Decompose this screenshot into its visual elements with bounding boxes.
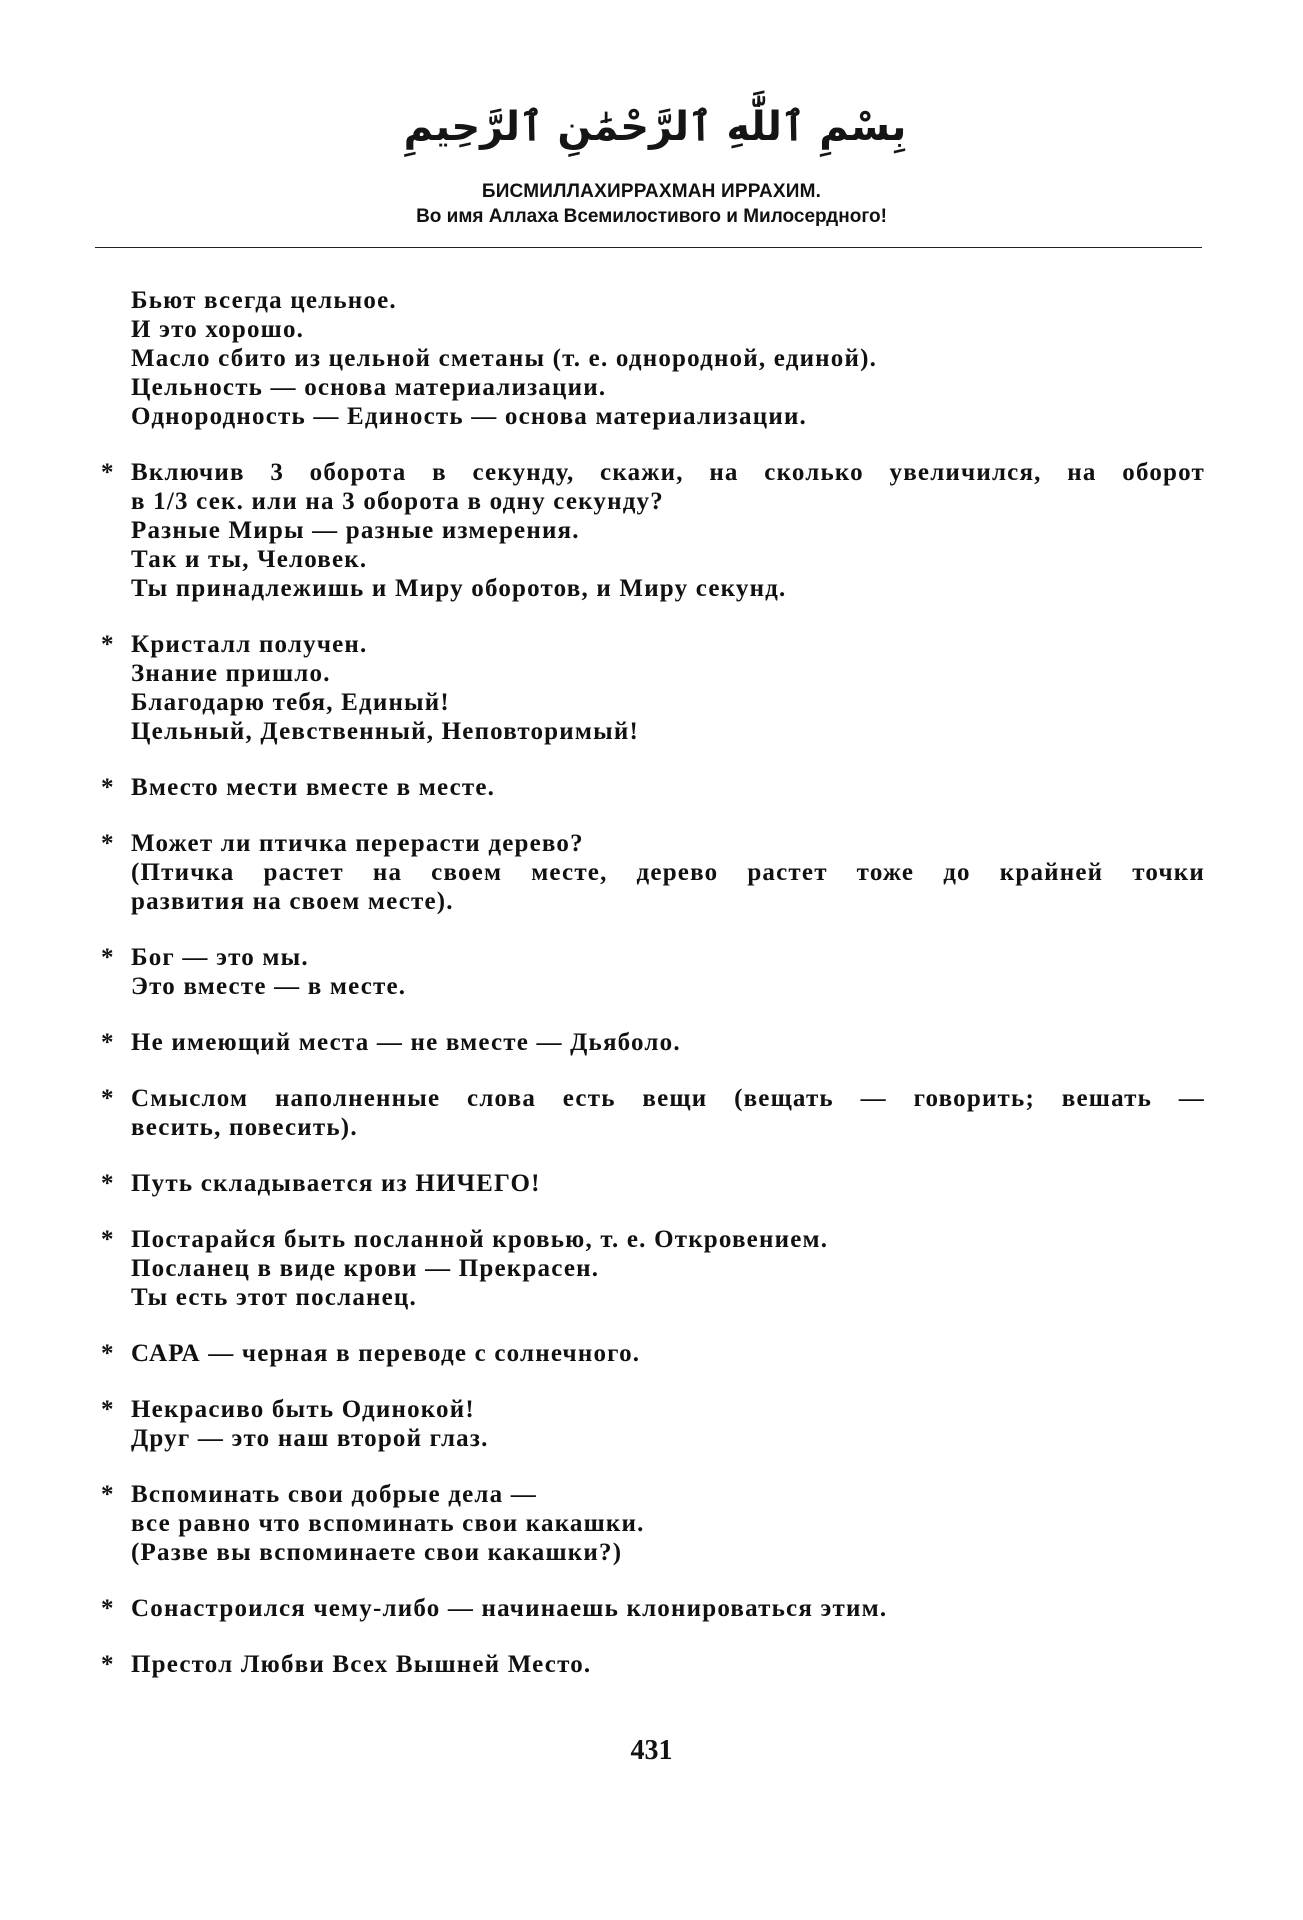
text-line: Некрасиво быть Одинокой! xyxy=(131,1396,475,1423)
text-line: Бьют всегда цельное. xyxy=(131,287,397,314)
text-entry xyxy=(95,1028,1205,1057)
bullet-star: * xyxy=(101,459,115,486)
text-entry xyxy=(95,1225,1205,1312)
text-line: все равно что вспоминать свои какашки. xyxy=(131,1510,645,1537)
bullet-star: * xyxy=(101,1340,115,1367)
text-line: Цельность — основа материализации. xyxy=(131,374,607,401)
text-entry xyxy=(95,1395,1205,1453)
text-line: (Птичка растет на своем месте, дерево растет тоже до крайней точки xyxy=(131,859,1205,886)
text-line: Бог — это мы. xyxy=(131,944,309,971)
text-line: Ты есть этот посланец. xyxy=(131,1284,417,1311)
text-line: развития на своем месте). xyxy=(131,888,454,915)
text-entry xyxy=(95,1169,1205,1198)
text-line: Масло сбито из цельной сметаны (т. е. однородной, единой). xyxy=(131,345,878,372)
text-entry xyxy=(95,1594,1205,1623)
bullet-star: * xyxy=(101,1396,115,1423)
bullet-star: * xyxy=(101,944,115,971)
header-subtitle: Во имя Аллаха Всемилостивого и Милосердного! xyxy=(416,206,887,227)
text-line: Однородность — Единость — основа материализации. xyxy=(131,403,808,430)
bullet-star: * xyxy=(101,1651,115,1678)
text-entry xyxy=(95,773,1205,802)
text-line: Знание пришло. xyxy=(131,660,331,687)
text-line: Включив 3 оборота в секунду, скажи, на сколько увеличился, на оборот xyxy=(131,459,1205,486)
bullet-star: * xyxy=(101,1595,115,1622)
text-line: Смыслом наполненные слова есть вещи (вещать — говорить; вешать — xyxy=(131,1085,1205,1112)
bullet-star: * xyxy=(101,774,115,801)
text-line: Путь складывается из НИЧЕГО! xyxy=(131,1170,541,1197)
text-line: Кристалл получен. xyxy=(131,631,368,658)
text-line: Так и ты, Человек. xyxy=(131,546,368,573)
text-line: САРА — черная в переводе с солнечного. xyxy=(131,1340,641,1367)
text-entry xyxy=(95,829,1205,916)
page-number: 431 xyxy=(630,1735,673,1766)
text-line: Не имеющий места — не вместе — Дьяболо. xyxy=(131,1029,681,1056)
text-entry xyxy=(95,1084,1205,1142)
bismillah-calligraphy xyxy=(403,78,907,178)
text-line: Престол Любви Всех Вышней Место. xyxy=(131,1651,592,1678)
text-line: Посланец в виде крови — Прекрасен. xyxy=(131,1255,600,1282)
text-line: Вспоминать свои добрые дела — xyxy=(131,1481,537,1508)
text-line: Вместо мести вместе в месте. xyxy=(131,774,496,801)
text-line: Благодарю тебя, Единый! xyxy=(131,689,450,716)
bullet-star: * xyxy=(101,1029,115,1056)
text-entry xyxy=(95,286,1205,431)
text-line: весить, повесить). xyxy=(131,1114,358,1141)
text-entry xyxy=(95,458,1205,603)
text-line: Постарайся быть посланной кровью, т. е. Откровением. xyxy=(131,1226,829,1253)
bismillah-calligraphy-text: بِسْمِ ٱللَّٰهِ ٱلرَّحْمَٰنِ ٱلرَّحِيمِ xyxy=(403,104,907,150)
text-line: Разные Миры — разные измерения. xyxy=(131,517,580,544)
text-line: И это хорошо. xyxy=(131,316,305,343)
text-entry xyxy=(95,1339,1205,1368)
header-title: БИСМИЛЛАХИРРАХМАН ИРРАХИМ. xyxy=(481,181,822,202)
bullet-star: * xyxy=(101,1085,115,1112)
text-entry xyxy=(95,1480,1205,1567)
text-line: Цельный, Девственный, Неповторимый! xyxy=(131,718,639,745)
text-entry xyxy=(95,943,1205,1001)
page-body xyxy=(95,286,1205,1679)
text-entry xyxy=(95,1650,1205,1679)
bullet-star: * xyxy=(101,1226,115,1253)
text-line: Друг — это наш второй глаз. xyxy=(131,1425,489,1452)
text-line: Может ли птичка перерасти дерево? xyxy=(131,830,584,857)
text-line: Это вместе — в месте. xyxy=(131,973,407,1000)
text-line: (Разве вы вспоминаете свои какашки?) xyxy=(131,1539,623,1566)
bullet-star: * xyxy=(101,1170,115,1197)
bullet-star: * xyxy=(101,830,115,857)
bullet-star: * xyxy=(101,1481,115,1508)
header-divider xyxy=(95,247,1202,248)
text-line: в 1/3 сек. или на 3 оборота в одну секунду? xyxy=(131,488,664,515)
text-line: Сонастроился чему-либо — начинаешь клонироваться этим. xyxy=(131,1595,888,1622)
bullet-star: * xyxy=(101,631,115,658)
text-entry xyxy=(95,630,1205,746)
text-line: Ты принадлежишь и Миру оборотов, и Миру секунд. xyxy=(131,575,787,602)
